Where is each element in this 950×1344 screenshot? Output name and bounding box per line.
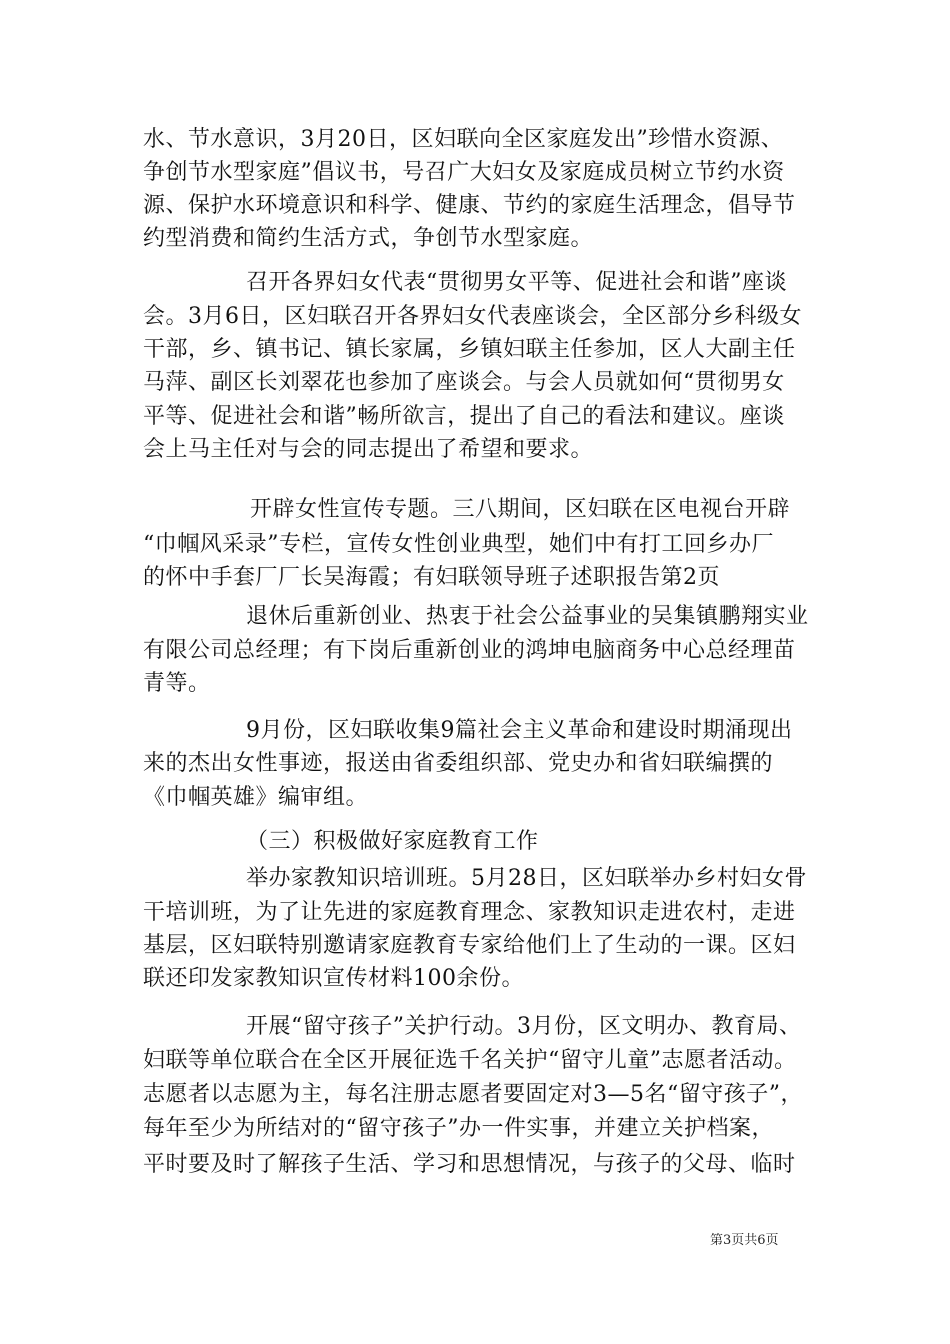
text-line-1: 水、节水意识，3月20日，区妇联向全区家庭发出”珍惜水资源、 (143, 127, 784, 152)
text-line-29: 平时要及时了解孩子生活、学习和思想情况，与孩子的父母、临时 (143, 1152, 796, 1177)
text-line-6: 会。3月6日，区妇联召开各界妇女代表座谈会，全区部分乡科级女 (143, 304, 802, 329)
text-line-13: 的怀中手套厂厂长吴海霞；有妇联领导班子述职报告第2页 (143, 565, 720, 590)
text-line-17: 9月份，区妇联收集9篇社会主义革命和建设时期涌现出 (246, 718, 793, 743)
text-line-23: 基层，区妇联特别邀请家庭教育专家给他们上了生动的一课。区妇 (143, 933, 796, 958)
text-line-24: 联还印发家教知识宣传材料100余份。 (143, 966, 524, 991)
paragraph-heading-forum: 召开各界妇女代表“贯彻男女平等、促进社会和谐”座谈 (246, 270, 787, 295)
text-line-16: 青等。 (143, 671, 211, 696)
text-line-9: 平等、促进社会和谐”畅所欲言，提出了自己的看法和建议。座谈 (143, 404, 785, 429)
paragraph-heading-left-behind-children: 开展“留守孩子”关护行动。3月份，区文明办、教育局、 (246, 1014, 802, 1039)
text-line-22: 干培训班，为了让先进的家庭教育理念、家教知识走进农村，走进 (143, 900, 796, 925)
text-line-12: “巾帼风采录”专栏，宣传女性创业典型，她们中有打工回乡办厂 (143, 532, 774, 557)
text-line-19: 《巾帼英雄》编审组。 (143, 785, 369, 810)
text-line-8: 马萍、副区长刘翠花也参加了座谈会。与会人员就如何“贯彻男女 (143, 370, 785, 395)
text-line-4: 约型消费和简约生活方式，争创节水型家庭。 (143, 226, 594, 251)
text-line-28: 每年至少为所结对的“留守孩子”办一件实事，并建立关护档案， (143, 1116, 774, 1141)
text-line-15: 有限公司总经理；有下岗后重新创业的鸿坤电脑商务中心总经理苗 (143, 638, 796, 663)
paragraph-heading-training: 举办家教知识培训班。5月28日，区妇联举办乡村妇女骨 (246, 866, 807, 891)
text-line-27: 志愿者以志愿为主，每名注册志愿者要固定对3—5名“留守孩子”， (143, 1082, 803, 1107)
text-line-26: 妇联等单位联合在全区开展征选千名关护“留守儿童”志愿者活动。 (143, 1048, 797, 1073)
text-line-10: 会上马主任对与会的同志提出了希望和要求。 (143, 437, 594, 462)
text-line-18: 来的杰出女性事迹，报送由省委组织部、党史办和省妇联编撰的 (143, 751, 774, 776)
section-heading: （三）积极做好家庭教育工作 (246, 829, 539, 854)
text-line-14: 退休后重新创业、热衷于社会公益事业的吴集镇鹏翔实业 (246, 604, 809, 629)
text-line-7: 干部，乡、镇书记、镇长家属，乡镇妇联主任参加，区人大副主任 (143, 337, 796, 362)
paragraph-heading-publicity: 开辟女性宣传专题。三八期间，区妇联在区电视台开辟 (250, 497, 791, 522)
text-line-3: 源、保护水环境意识和科学、健康、节约的家庭生活理念，倡导节 (143, 193, 796, 218)
text-line-2: 争创节水型家庭”倡议书，号召广大妇女及家庭成员树立节约水资 (143, 160, 785, 185)
page-number-footer: 第3页共6页 (710, 1233, 779, 1248)
